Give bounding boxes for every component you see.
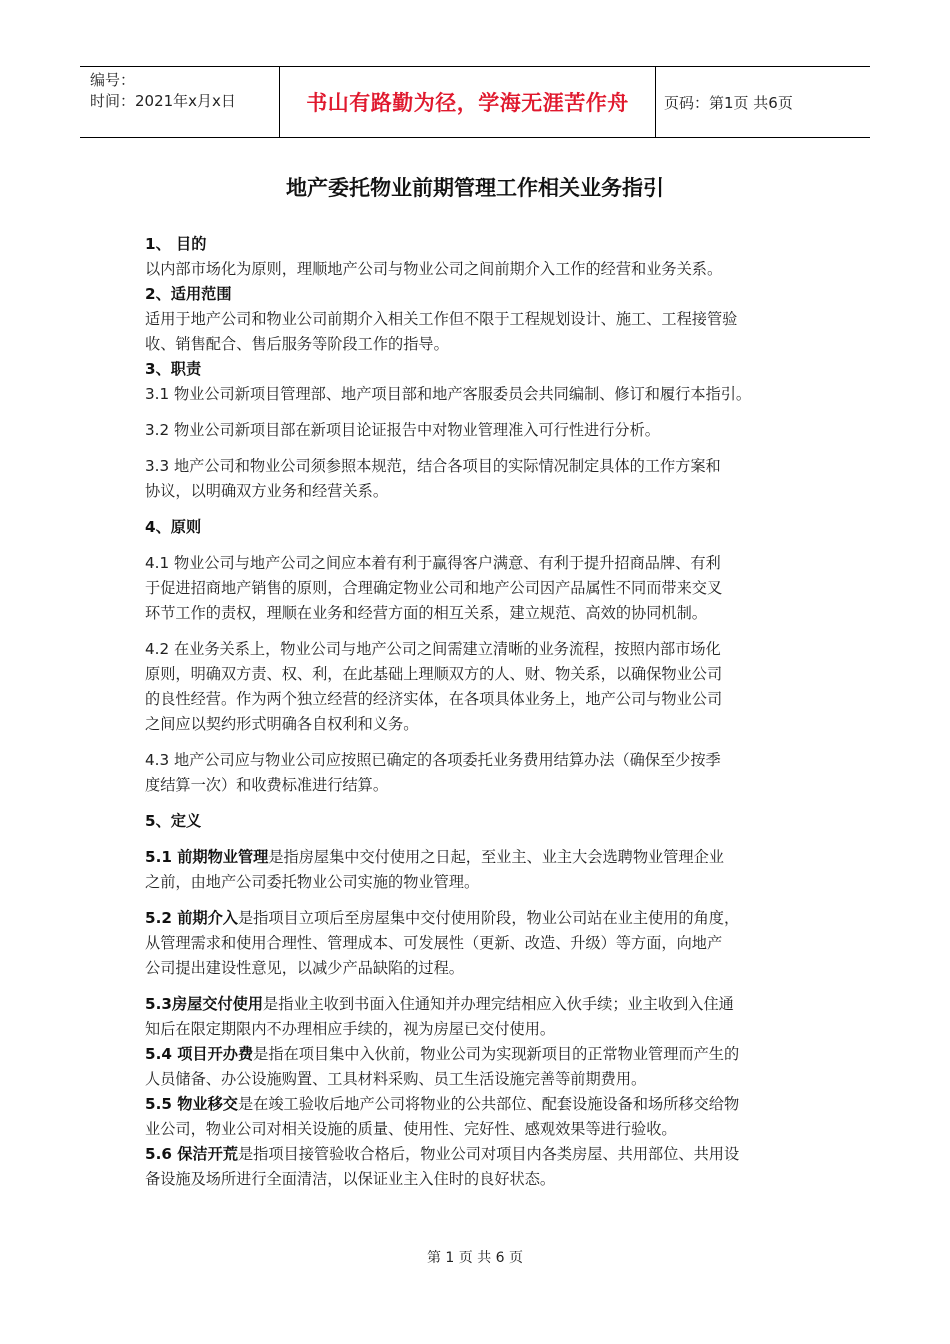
paragraph-line: 4.3 地产公司应与物业公司应按照已确定的各项委托业务费用结算办法（确保至少按季 [145, 751, 721, 769]
document-title: 地产委托物业前期管理工作相关业务指引 [286, 176, 664, 200]
definition-line: 5.1 前期物业管理是指房屋集中交付使用之日起，至业主、业主大会选聘物业管理企业 [145, 848, 724, 866]
paragraph-line: 3.2 物业公司新项目部在新项目论证报告中对物业管理准入可行性进行分析。 [145, 421, 660, 439]
header-slogan-cell [280, 67, 656, 137]
header-meta [80, 67, 280, 137]
number-label: 编号： [90, 71, 136, 89]
paragraph-line: 3.3 地产公司和物业公司须参照本规范，结合各项目的实际情况制定具体的工作方案和 [145, 457, 721, 475]
paragraph-line: 业公司，物业公司对相关设施的质量、使用性、完好性、感观效果等进行验收。 [145, 1120, 677, 1138]
definition-line: 5.6 保洁开荒是指项目接管验收合格后，物业公司对项目内各类房屋、共用部位、共用设 [145, 1145, 740, 1163]
definition-term: 5.3房屋交付使用 [145, 995, 264, 1013]
paragraph-line: 3.1 物业公司新项目管理部、地产项目部和地产客服委员会共同编制、修订和履行本指引。 [145, 385, 752, 403]
paragraph-line: 人员储备、办公设施购置、工具材料采购、员工生活设施完善等前期费用。 [145, 1070, 647, 1088]
paragraph-line: 协议，以明确双方业务和经营关系。 [145, 482, 388, 500]
definition-line: 5.5 物业移交是在竣工验收后地产公司将物业的公共部位、配套设施设备和场所移交给物 [145, 1095, 740, 1113]
paragraph-line: 之间应以契约形式明确各自权利和义务。 [145, 715, 419, 733]
section-heading: 4、原则 [145, 518, 202, 536]
header-page-info: 页码：第1页 共6页 [664, 93, 793, 112]
paragraph-line: 4.1 物业公司与地产公司之间应本着有利于赢得客户满意、有利于提升招商品牌、有利 [145, 554, 721, 572]
definition-term: 5.6 保洁开荒 [145, 1145, 238, 1163]
section-heading: 5、定义 [145, 812, 202, 830]
header-table [80, 66, 870, 138]
definition-term: 5.4 项目开办费 [145, 1045, 254, 1063]
document-body [145, 232, 825, 1192]
paragraph-line: 从管理需求和使用合理性、管理成本、可发展性（更新、改造、升级）等方面，向地产 [145, 934, 723, 952]
section-heading: 1、 目的 [145, 235, 207, 253]
paragraph-line: 4.2 在业务关系上，物业公司与地产公司之间需建立清晰的业务流程，按照内部市场化 [145, 640, 721, 658]
section-heading: 2、适用范围 [145, 285, 232, 303]
paragraph-line: 知后在限定期限内不办理相应手续的，视为房屋已交付使用。 [145, 1020, 556, 1038]
paragraph-line: 的良性经营。作为两个独立经营的经济实体，在各项具体业务上，地产公司与物业公司 [145, 690, 723, 708]
definition-term: 5.1 前期物业管理 [145, 848, 269, 866]
paragraph-line: 收、销售配合、售后服务等阶段工作的指导。 [145, 335, 449, 353]
paragraph-line: 原则，明确双方责、权、利，在此基础上理顺双方的人、财、物关系，以确保物业公司 [145, 665, 723, 683]
slogan: 书山有路勤为径，学海无涯苦作舟 [306, 91, 629, 115]
definition-term: 5.2 前期介入 [145, 909, 238, 927]
definition-line: 5.2 前期介入是指项目立项后至房屋集中交付使用阶段，物业公司站在业主使用的角度， [145, 909, 740, 927]
time-label: 时间：2021年x月x日 [90, 92, 236, 110]
definition-line: 5.4 项目开办费是指在项目集中入伙前，物业公司为实现新项目的正常物业管理而产生的 [145, 1045, 740, 1063]
page-footer: 第 1 页 共 6 页 [426, 1250, 524, 1266]
paragraph-line: 环节工作的责权，理顺在业务和经营方面的相互关系，建立规范、高效的协同机制。 [145, 604, 707, 622]
paragraph-line: 度结算一次）和收费标准进行结算。 [145, 776, 388, 794]
paragraph-line: 之前，由地产公司委托物业公司实施的物业管理。 [145, 873, 480, 891]
definition-line: 5.3房屋交付使用是指业主收到书面入住通知并办理完结相应入伙手续；业主收到入住通 [145, 995, 734, 1013]
definition-term: 5.5 物业移交 [145, 1095, 238, 1113]
paragraph-line: 以内部市场化为原则，理顺地产公司与物业公司之间前期介入工作的经营和业务关系。 [145, 260, 723, 278]
paragraph-line: 备设施及场所进行全面清洁，以保证业主入住时的良好状态。 [145, 1170, 556, 1188]
paragraph-line: 公司提出建设性意见，以减少产品缺陷的过程。 [145, 959, 464, 977]
paragraph-line: 于促进招商地产销售的原则，合理确定物业公司和地产公司因产品属性不同而带来交叉 [145, 579, 723, 597]
paragraph-line: 适用于地产公司和物业公司前期介入相关工作但不限于工程规划设计、施工、工程接管验 [145, 310, 738, 328]
section-heading: 3、职责 [145, 360, 202, 378]
